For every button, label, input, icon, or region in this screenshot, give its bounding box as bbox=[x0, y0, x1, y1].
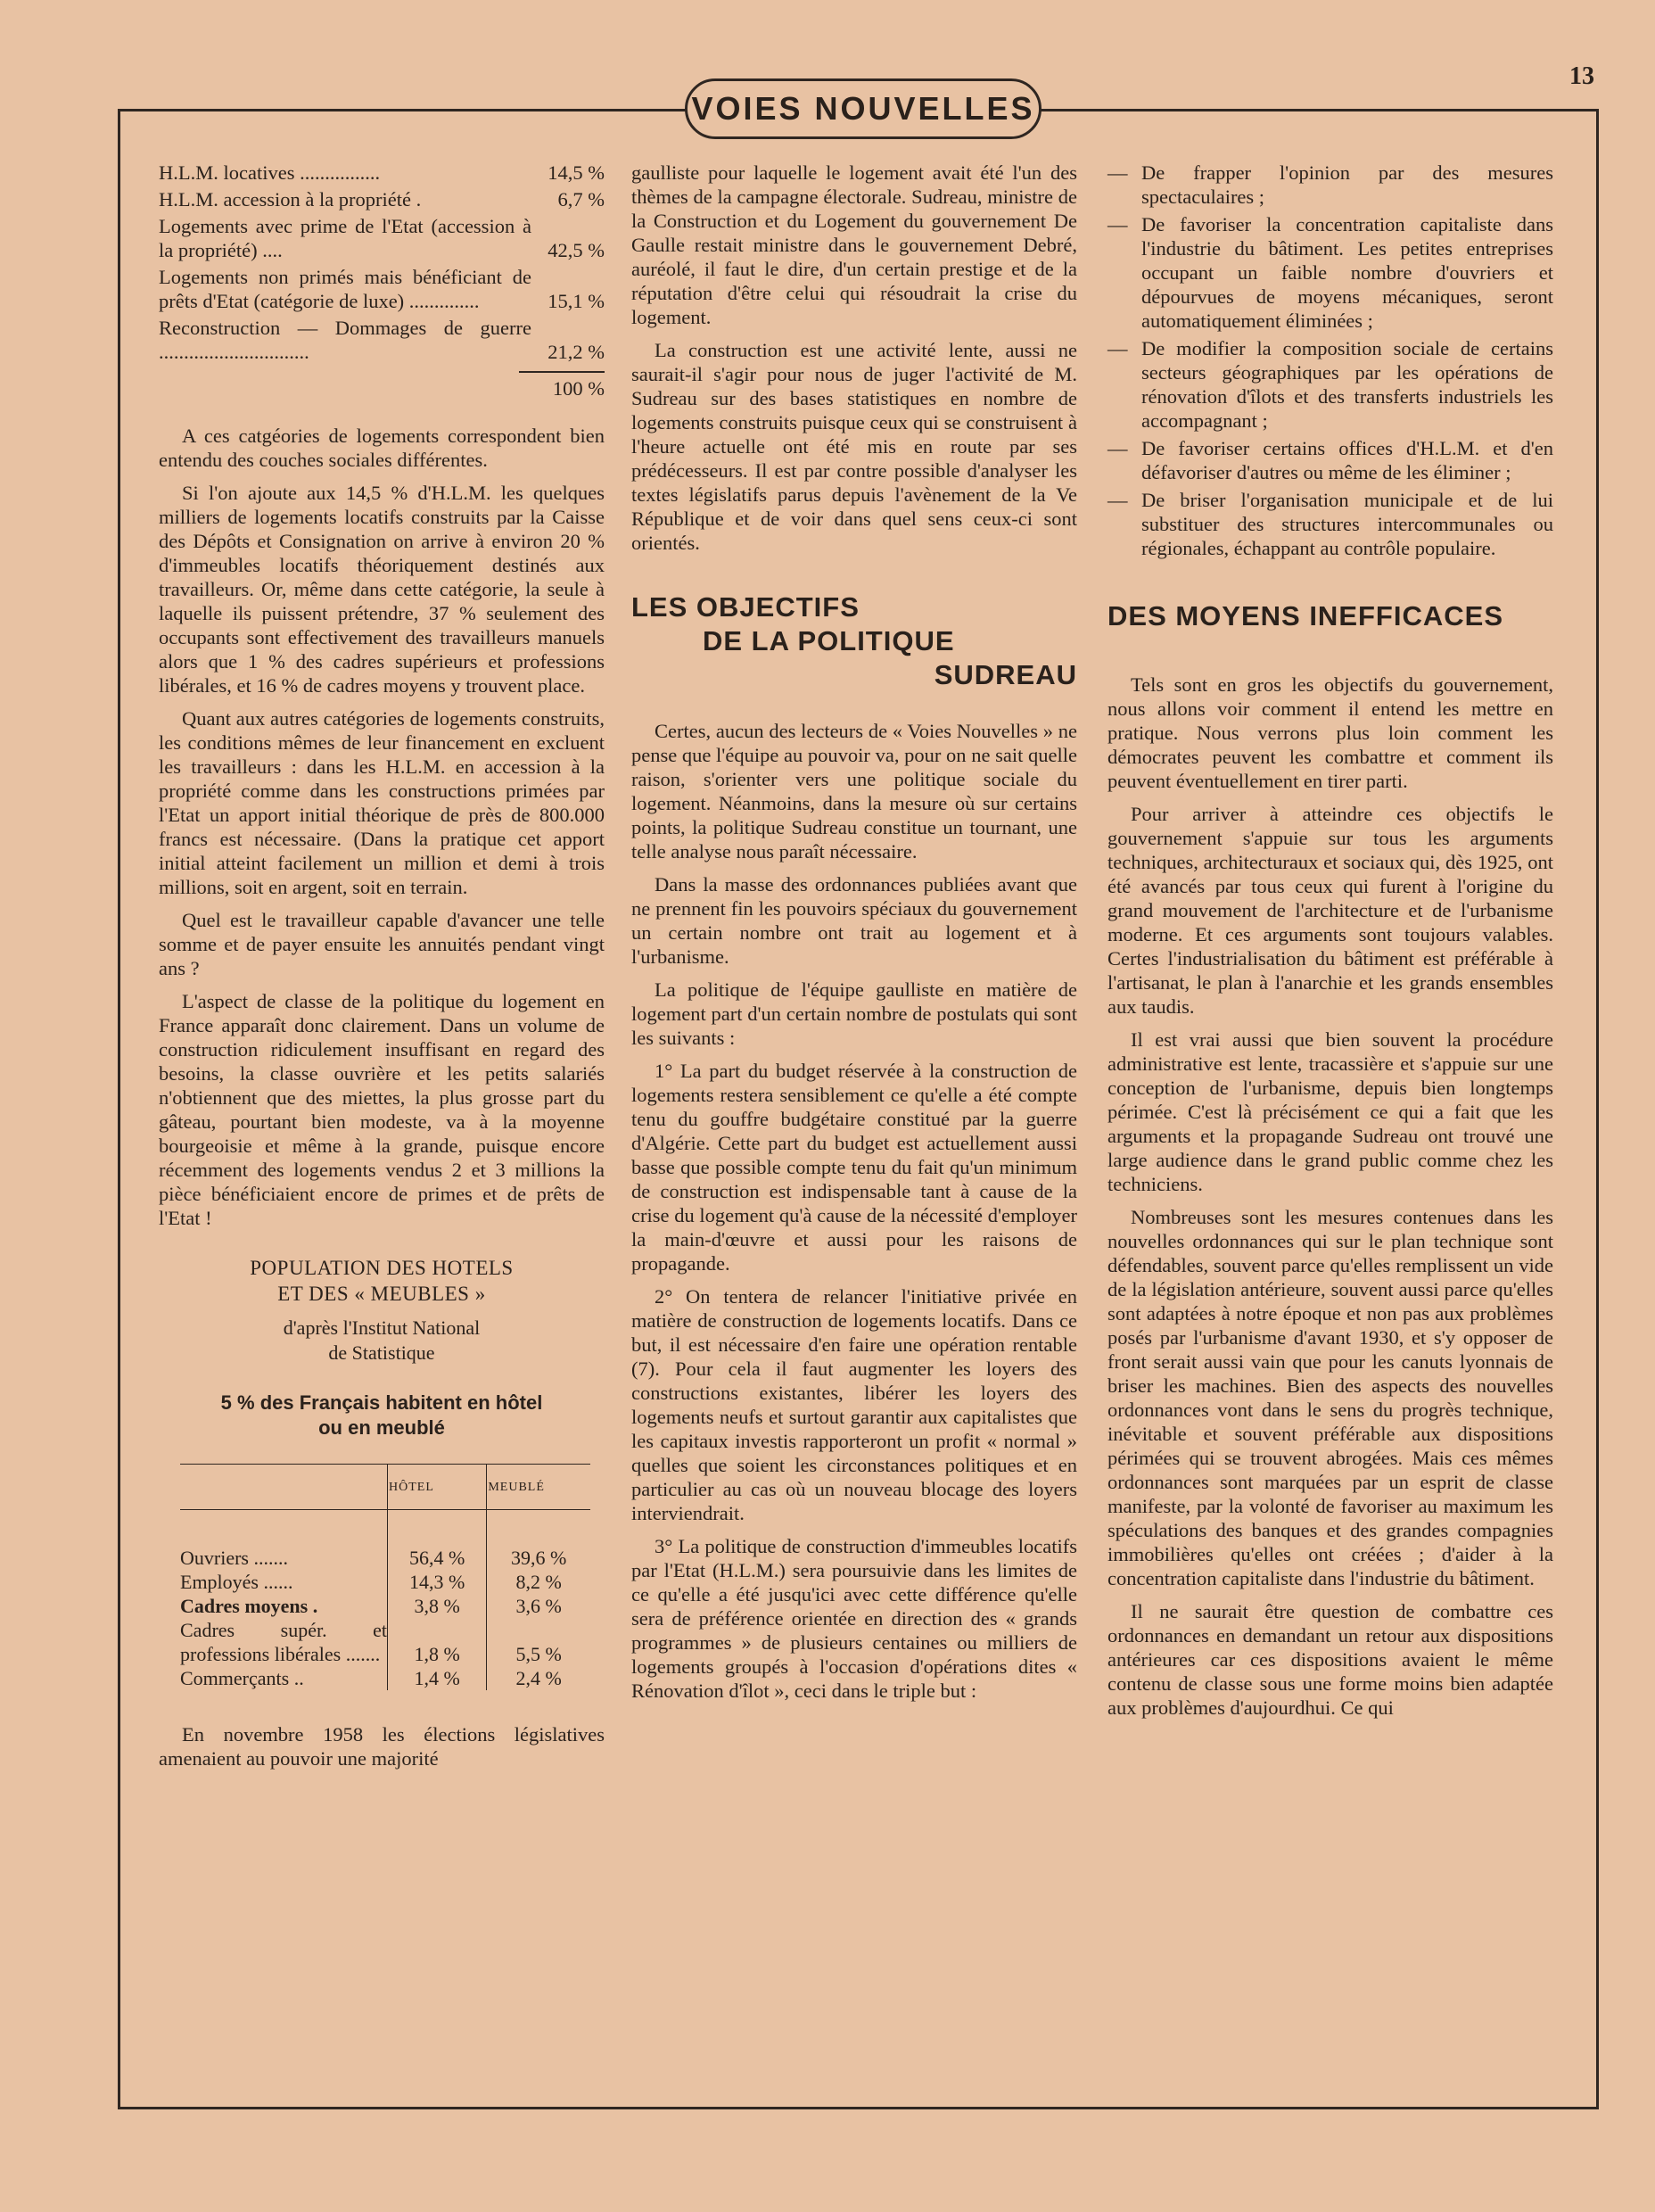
section-heading: DES MOYENS INEFFICACES bbox=[1107, 600, 1503, 631]
table-row: Cadres moyens . 3,8 % 3,6 % bbox=[180, 1594, 590, 1618]
stat-row: H.L.M. accession à la propriété . 6,7 % bbox=[159, 188, 605, 210]
list-item: — De favoriser la concentration capitaliste dans l'industrie du bâtiment. Les petites entreprises occupant un faible nombre d'ouvriers et dépourvues de moyens mécaniques, seront automatiquement éliminées ; bbox=[1107, 213, 1553, 332]
stat-row: Logements avec prime de l'Etat (accession à la propriété) .... 42,5 % bbox=[159, 215, 605, 261]
bottom-rule bbox=[118, 2107, 1599, 2109]
paragraph: Si l'on ajoute aux 14,5 % d'H.L.M. les quelques milliers de logements locatifs construits par la Caisse des Dépôts et Consignation on arrive à environ 20 % d'immeubles locatifs théoriquement destinés aux travailleurs. Or, même dans cette catégorie, la seule à laquelle ils puissent prétendre, 37 % seulement des occupants sont effectivement des travailleurs manuels alors que 1 % des cadres supérieurs et professions libérales, et 16 % de cadres moyens y trouvent place. bbox=[159, 482, 605, 697]
right-border bbox=[1596, 109, 1599, 2109]
list-item: — De favoriser certains offices d'H.L.M. et d'en défavoriser d'autres ou même de les éliminer ; bbox=[1107, 437, 1553, 483]
column-3 bbox=[1107, 161, 1553, 1729]
paragraph: 3° La politique de construction d'immeubles locatifs par l'Etat (H.L.M.) sera poursuivie dans les limites de ce qu'elle a été jusqu'ici avec cette différence qu'elle sera de préférence orientée en direction des « grands programmes » de plusieurs centaines ou milliers de logements groupés à l'occasion d'opérations dites « Rénovation d'îlot », ceci dans le triple but : bbox=[631, 1535, 1077, 1702]
total-rule bbox=[519, 371, 605, 373]
paragraph: Quel est le travailleur capable d'avancer une telle somme et de payer ensuite les annuités pendant vingt ans ? bbox=[159, 909, 605, 979]
paragraph: La politique de l'équipe gaulliste en matière de logement part d'un certain nombre de postulats qui sont les suivants : bbox=[631, 978, 1077, 1049]
list-item: — De modifier la composition sociale de certains secteurs géographiques par les opérations de rénovation d'îlots et des transferts industriels les accompagnant ; bbox=[1107, 337, 1553, 432]
box-highlight: 5 % des Français habitent en hôtel ou en meublé bbox=[220, 1391, 543, 1439]
paragraph: gaulliste pour laquelle le logement avait été l'un des thèmes de la campagne électorale. Sudreau, ministre de la Construction et du Logement du gouvernement De Gaulle restait ministre dans le gouvernement Debré, auréolé, il faut le dire, d'un certain prestige et de la réputation d'être celui qui résoudrait la crise du logement. bbox=[631, 161, 1077, 328]
section-heading: LES OBJECTIFS DE LA POLITIQUE SUDREAU bbox=[631, 591, 1077, 690]
list-item: — De briser l'organisation municipale et de lui substituer des structures intercommunales ou régionales, échappant au contrôle populaire. bbox=[1107, 489, 1553, 559]
box-title: POPULATION DES HOTELS ET DES « MEUBLES » bbox=[250, 1257, 514, 1305]
paragraph: 1° La part du budget réservée à la construction de logements restera sensiblement ce qu'elle a été compte tenu du gouffre budgétaire constitué par la guerre d'Algérie. Cette part du budget est actuellement aussi basse que possible compte tenu du fait qu'un minimum de construction est indispensable tant à cause de la crise du logement qu'à cause de la nécessité d'employer la main-d'œuvre et aussi pour les raisons de propagande. bbox=[631, 1060, 1077, 1275]
paragraph: Nombreuses sont les mesures contenues dans les nouvelles ordonnances qui sur le plan technique sont défendables, souvent parce qu'elles remplissent un vide de la législation antérieure, souvent aussi parce qu'elles sont adaptées à notre époque et non pas aux problèmes posés par l'urbanisme d'avant 1930, et s'y opposer de front serait aussi vain que pour les canuts lyonnais de briser les machines. Bien des aspects des nouvelles ordonnances vont dans le sens du progrès technique, inévitable et souvent préférable aux dispositions périmées qui se trouvent abrogées. Mais ces mêmes ordonnances sont marquées par un esprit de classe manifeste, par la volonté de favoriser au maximum les spéculations des banques et des grandes compagnies immobilières qu'elles ont créées ; d'aider à la concentration capitaliste dans l'industrie du bâtiment. bbox=[1107, 1206, 1553, 1589]
table-row: Cadres supér. et professions libérales ....... 1,8 % 5,5 % bbox=[180, 1618, 590, 1666]
masthead: VOIES NOUVELLES bbox=[685, 78, 1042, 139]
stat-row: Reconstruction — Dommages de guerre .............................. 21,2 % bbox=[159, 317, 605, 363]
stat-total: 100 % bbox=[552, 377, 605, 400]
paragraph: Tels sont en gros les objectifs du gouvernement, nous allons voir comment il entend les mettre en pratique. Nous verrons plus loin comment les démocrates peuvent les combattre et comment ils peuvent éventuellement en tirer parti. bbox=[1107, 673, 1553, 792]
stat-row: H.L.M. locatives ................ 14,5 % bbox=[159, 161, 605, 184]
paragraph: Pour arriver à atteindre ces objectifs le gouvernement s'appuie sur tous les arguments techniques, architecturaux et sociaux qui, dès 1925, ont été avancés par tous ceux qui furent à l'origine du grand mouvement de l'architecture et de l'urbanisme moderne. Et ces arguments sont toujours valables. Certes l'industrialisation du bâtiment est préférable à l'artisanat, le plan à l'anarchie et les grands ensembles aux taudis. bbox=[1107, 803, 1553, 1018]
paragraph: A ces catgéories de logements correspondent bien entendu des couches sociales différentes. bbox=[159, 425, 605, 471]
box-source: d'après l'Institut National de Statistique bbox=[283, 1316, 481, 1364]
stat-row: Logements non primés mais bénéficiant de prêts d'Etat (catégorie de luxe) .............. 15,1 % bbox=[159, 266, 605, 312]
column-2 bbox=[631, 161, 1077, 1712]
column-1 bbox=[159, 161, 605, 1779]
table-row: Ouvriers ....... 56,4 % 39,6 % bbox=[180, 1546, 590, 1570]
paragraph: 2° On tentera de relancer l'initiative privée en matière de construction de logements locatifs. Dans ce but, il est nécessaire d'en faire une opération rentable (7). Pour cela il faut augmenter les loyers des constructions existantes, libérer les loyers des logements neufs et surtout garantir aux capitalistes que les capitaux investis rapporteront un profit « normal » quelles que soient les circonstances politiques et en particulier au cas où un nouveau blocage des loyers interviendrait. bbox=[631, 1285, 1077, 1524]
paragraph: L'aspect de classe de la politique du logement en France apparaît donc clairement. Dans un volume de construction ridiculement insuffisant en regard des besoins, la classe ouvrière et les petits salariés n'obtiennent que des miettes, la plus grosse part du gâteau, pourtant bien modeste, va à la moyenne bourgeoisie et même à la grande, puisque encore récemment des logements vendus 2 et 3 millions la pièce bénéficiaient encore de primes et de prêts de l'Etat ! bbox=[159, 990, 605, 1229]
list-item: — De frapper l'opinion par des mesures spectaculaires ; bbox=[1107, 161, 1553, 208]
paragraph: La construction est une activité lente, aussi ne saurait-il s'agir pour nous de juger l'activité de M. Sudreau sur des bases statistiques en nombre de logements construits puisque ceux qui se construisent à l'heure actuelle ont été mis en route par ses prédécesseurs. Il est par contre possible d'analyser les textes législatifs parus depuis l'avènement de la Ve République et de voir dans quel sens ceux-ci sont orientés. bbox=[631, 339, 1077, 554]
table-row: Commerçants .. 1,4 % 2,4 % bbox=[180, 1666, 590, 1690]
paragraph: Quant aux autres catégories de logements construits, les conditions mêmes de leur financement en excluent les travailleurs : dans les H.L.M. en accession à la propriété comme dans les constructions primées par l'Etat un apport initial théorique de près de 800.000 francs est nécessaire. (Dans la pratique cet apport initial atteint facilement un million et demi à trois millions, soit en argent, soit en terrain. bbox=[159, 707, 605, 898]
paragraph: Dans la masse des ordonnances publiées avant que ne prennent fin les pouvoirs spéciaux du gouvernement un certain nombre ont trait au logement et à l'urbanisme. bbox=[631, 873, 1077, 968]
col-header-hotel: HÔTEL bbox=[388, 1465, 487, 1510]
table-row: Employés ...... 14,3 % 8,2 % bbox=[180, 1570, 590, 1594]
population-table bbox=[180, 1464, 590, 1690]
left-border bbox=[118, 109, 120, 2109]
paragraph: En novembre 1958 les élections législatives amenaient au pouvoir une majorité bbox=[159, 1723, 605, 1770]
page-number: 13 bbox=[1569, 62, 1594, 90]
col-header-meuble: MEUBLÉ bbox=[487, 1465, 590, 1510]
paragraph: Certes, aucun des lecteurs de « Voies Nouvelles » ne pense que l'équipe au pouvoir va, pour on ne sait quelle raison, s'orienter vers une politique sociale du logement. Néanmoins, dans la mesure où sur certains points, la politique Sudreau constitue un tournant, une telle analyse nous paraît nécessaire. bbox=[631, 720, 1077, 863]
population-box bbox=[159, 1255, 605, 1690]
paragraph: Il est vrai aussi que bien souvent la procédure administrative est lente, tracassière et s'appuie sur une conception de l'urbanisme, depuis bien longtemps périmée. C'est là précisément ce qui a fait que les arguments et la propagande Sudreau ont trouvé une large audience dans le grand public comme chez les techniciens. bbox=[1107, 1028, 1553, 1195]
paragraph: Il ne saurait être question de combattre ces ordonnances en demandant un retour aux dispositions antérieures car ces dispositions avaient le même contenu de classe sous une forme moins bien adaptée aux problèmes d'aujourdhui. Ce qui bbox=[1107, 1600, 1553, 1719]
